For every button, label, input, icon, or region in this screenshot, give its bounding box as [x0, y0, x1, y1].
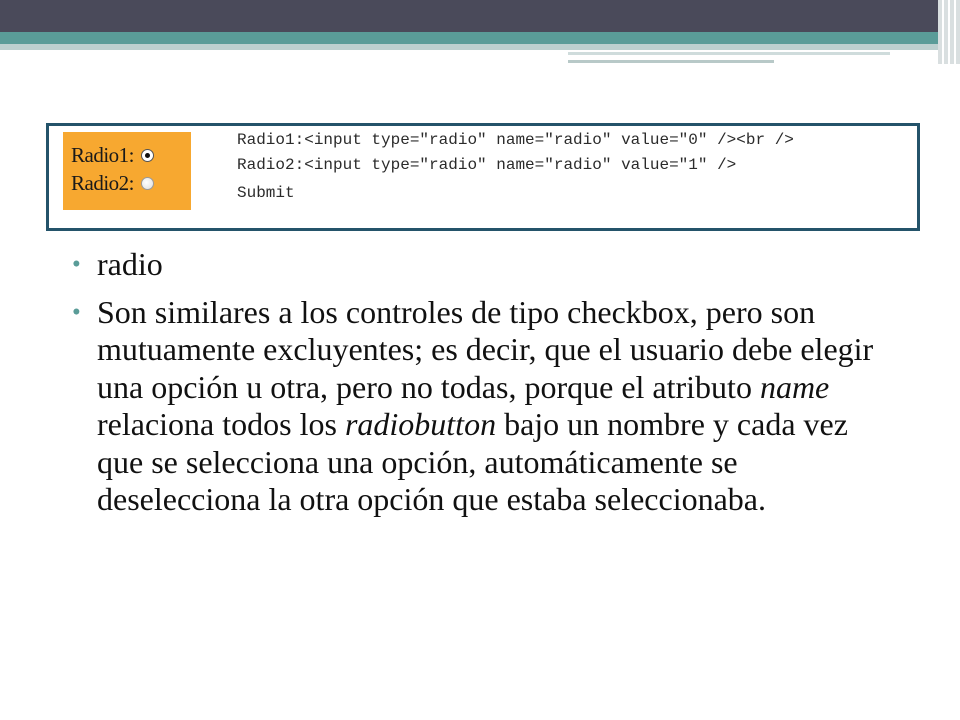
radio-row-2	[71, 170, 154, 196]
html-code-snippet	[237, 128, 794, 206]
rendered-form-preview	[63, 132, 191, 210]
radio-button-1-selected[interactable]	[141, 149, 154, 162]
radio-button-2[interactable]	[141, 177, 154, 190]
description-emphasis-name: name	[759, 368, 830, 405]
description-text-2: relaciona todos los	[97, 406, 345, 442]
header-light-band	[0, 44, 960, 50]
bullet-title-text: radio	[97, 246, 163, 282]
bullet-title	[72, 246, 902, 284]
code-example-panel	[46, 123, 920, 231]
radio-label-1: Radio1:	[71, 142, 134, 167]
code-line-1: Radio1:<input type="radio" name="radio" value="0" /><br />	[237, 131, 794, 149]
description-text-1: Son similares a los controles de tipo checkbox, pero son mutuamente excluyentes; es decir, que el usuario debe elegir una opción u otra, pero no todas, porque el atributo	[97, 293, 874, 405]
header-accent-band	[0, 32, 960, 44]
code-line-2: Radio2:<input type="radio" name="radio" value="1" />	[237, 156, 737, 174]
header-sub-line-short	[568, 60, 774, 63]
code-line-3: Submit	[237, 184, 295, 202]
slide-body	[72, 246, 902, 519]
header-bar	[0, 0, 960, 32]
header-sub-line	[568, 52, 890, 55]
header-corner-stripes	[938, 0, 960, 64]
description-text-3: bajo un nombre y cada vez que se selecciona una opción, automáticamente se deselecciona la otra opción que estaba seleccionaba.	[97, 406, 848, 517]
radio-row-1	[71, 142, 154, 168]
bullet-description	[72, 294, 902, 519]
radio-label-2: Radio2:	[71, 170, 134, 195]
description-emphasis-radiobutton: radiobutton	[344, 406, 497, 442]
